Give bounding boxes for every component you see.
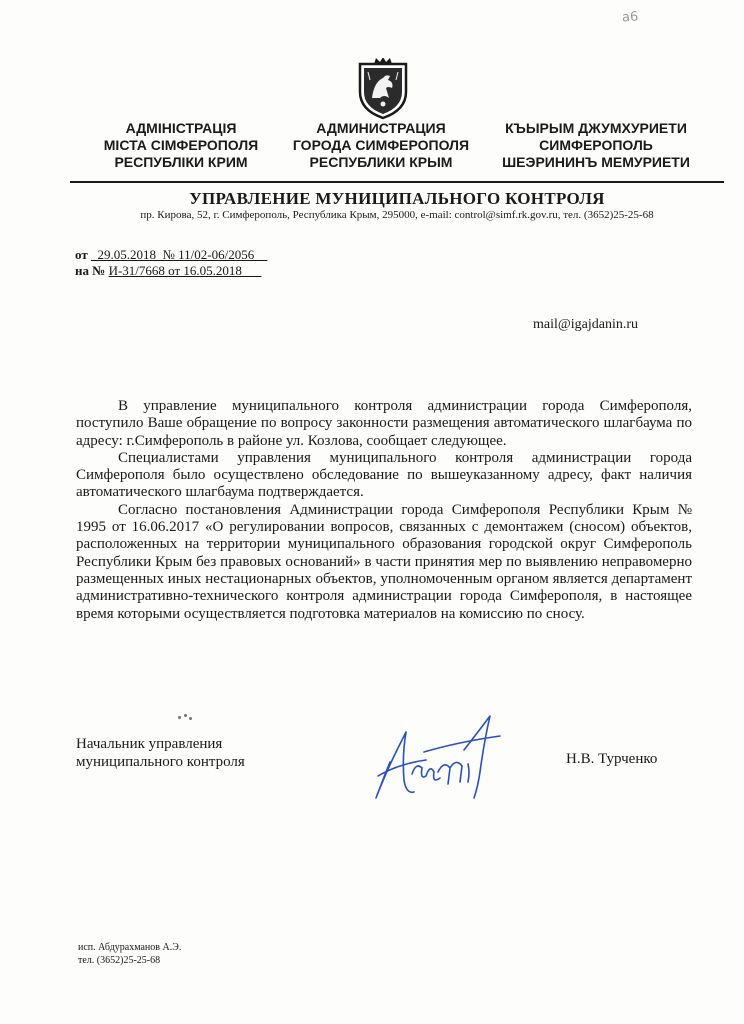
signatory-title-line: Начальник управления (76, 736, 223, 752)
recipient-email: mail@igajdanin.ru (533, 317, 639, 332)
from-label: от (75, 247, 88, 262)
org-ru-line: АДМИНИСТРАЦИЯ (316, 120, 446, 136)
org-ua-line: АДМІНІСТРАЦІЯ (125, 120, 237, 136)
org-ru-line: ГОРОДА СИМФЕРОПОЛЯ (292, 137, 470, 153)
signatory-name: Н.В. Турченко (566, 751, 658, 767)
from-value: _29.05.2018_№ 11/02-06/2056__ (90, 247, 268, 262)
org-kt-line: КЪЫРЫМ ДЖУМХУРИЕТИ (505, 120, 687, 136)
signatory-title (76, 735, 245, 771)
org-name-russian (262, 120, 500, 171)
org-kt-line: ШЕЭРИНИНЪ МЕМУРИЕТИ (502, 154, 690, 170)
ink-dot-mark (178, 714, 192, 720)
to-value: И-31/7668 от 16.05.2018___ (108, 263, 262, 278)
body-paragraph: В управление муниципального контроля администрации города Симферополя, поступило Ваше обращение по вопросу законности размещения автоматического шлагбаума по адресу: г.Симферополь в районе ул. Козлова, сообщает следующее. (76, 398, 692, 449)
department-title: УПРАВЛЕНИЕ МУНИЦИПАЛЬНОГО КОНТРОЛЯ (189, 189, 605, 208)
coat-of-arms-emblem-icon (356, 58, 410, 120)
header-divider (70, 181, 724, 183)
org-name-crimean-tatar (476, 120, 716, 171)
to-label: на № (75, 263, 106, 278)
signatory-title-line: муниципального контроля (76, 754, 245, 770)
executor-phone: тел. (3652)25-25-68 (78, 955, 161, 966)
org-ua-line: РЕСПУБЛІКИ КРИМ (114, 154, 248, 170)
body-paragraph: Согласно постановления Администрации города Симферополя Республики Крым № 1995 от 16.06.2017 «О регулировании вопросов, связанных с демонтажем (сносом) объектов, расположенных на территории муниципального образования городской округ Симферополь Республики Крым без правовых оснований» в части принятия мер по выявлению неправомерно размещенных иных нестационарных объектов, уполномоченным органом является департамент административно-технического контроля администрации города Симферополя, в настоящее время которыми осуществляется подготовка материалов на комиссию по сносу. (76, 501, 692, 622)
handwritten-corner-note: a6 (621, 9, 639, 26)
outgoing-reference (75, 247, 267, 263)
org-kt-line: СИМФЕРОПОЛЬ (539, 137, 653, 153)
executor-info (78, 941, 181, 967)
body-paragraph: Специалистами управления муниципального контроля администрации города Симферополя было осуществлено обследование по вышеуказанному адресу, факт наличия автоматического шлагбаума подтверждается. (76, 449, 692, 501)
letter-body (76, 398, 692, 623)
org-ru-line: РЕСПУБЛИКИ КРЫМ (309, 154, 453, 170)
org-ua-line: МІСТА СІМФЕРОПОЛЯ (103, 137, 259, 153)
department-contacts: пр. Кирова, 52, г. Симферополь, Республика Крым, 295000, e-mail: control@simf.rk.gov.ru, тел. (3652)25-25-68 (140, 209, 654, 221)
handwritten-signature (368, 702, 508, 807)
incoming-reference (75, 263, 261, 279)
executor-name: исп. Абдурахманов А.Э. (78, 942, 182, 953)
